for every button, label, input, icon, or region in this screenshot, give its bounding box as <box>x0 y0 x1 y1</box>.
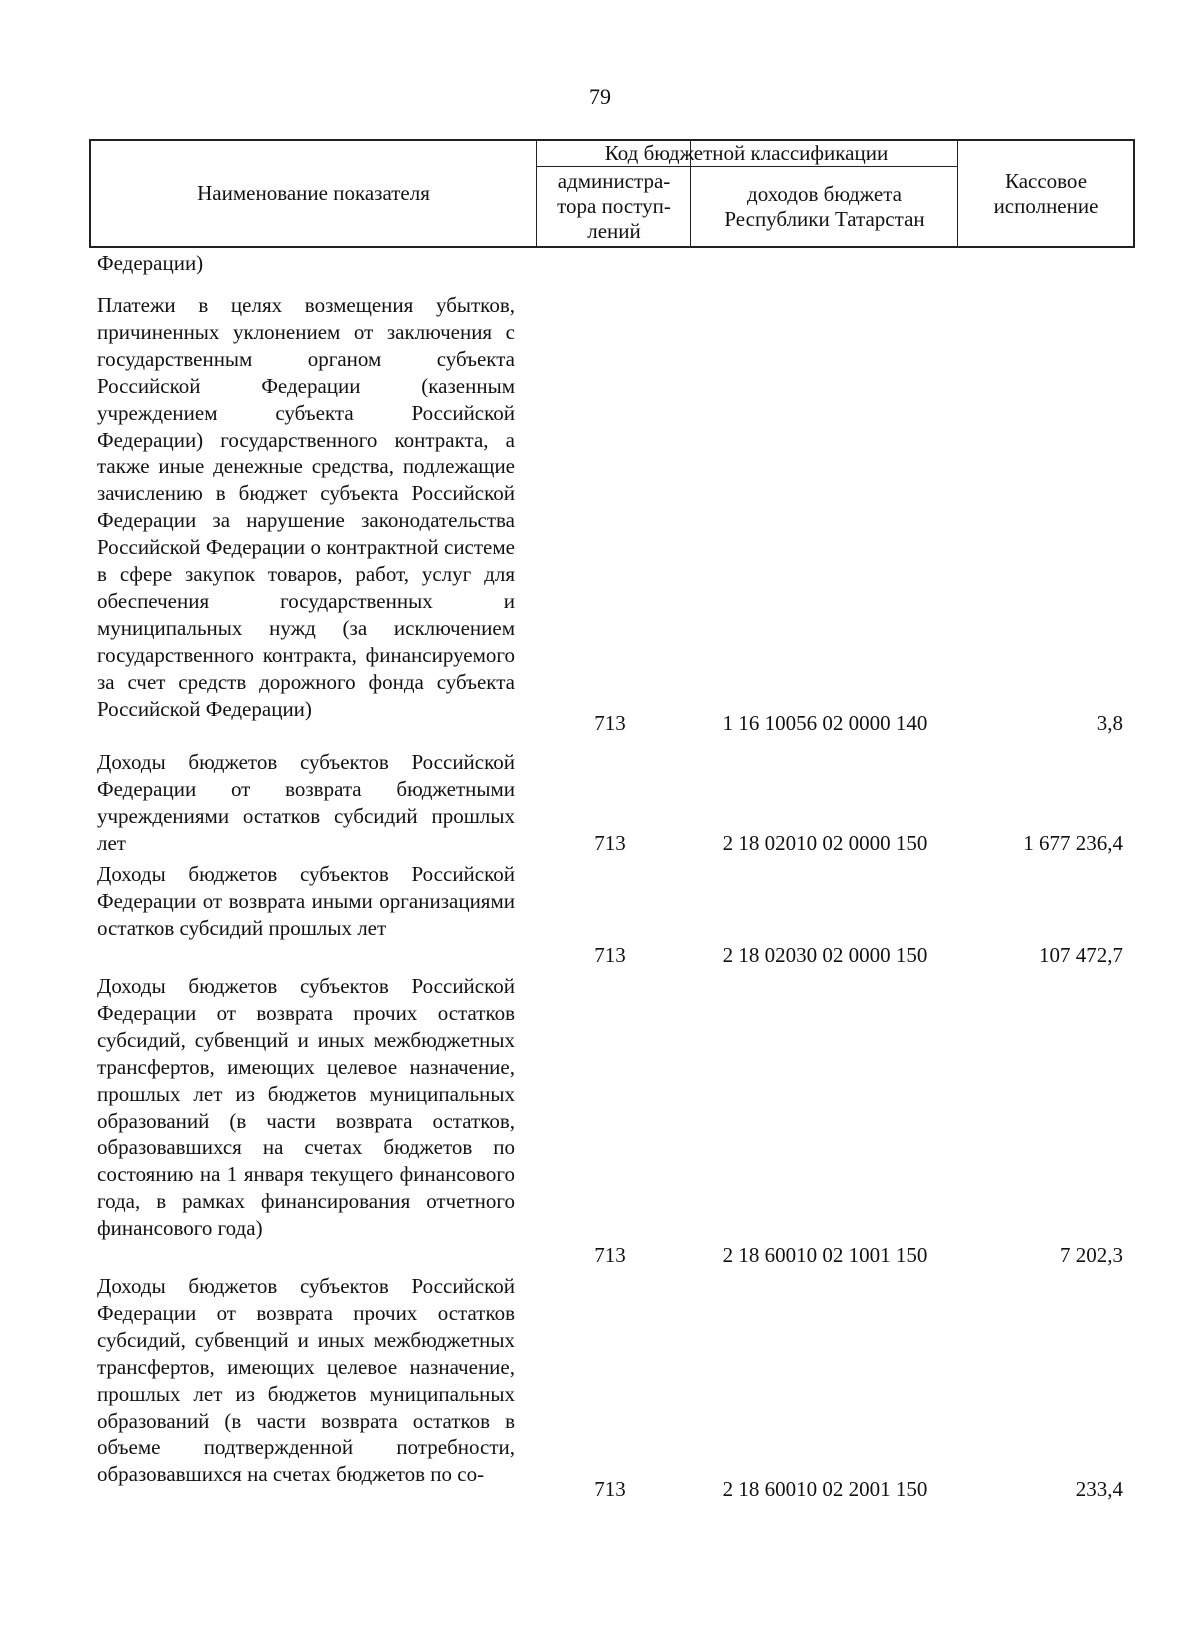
row-admin: 713 <box>594 711 626 736</box>
header-admin: администра- тора поступ- лений <box>557 169 671 243</box>
row-code: 2 18 60010 02 1001 150 <box>722 1243 928 1268</box>
header-income: доходов бюджета Республики Татарстан <box>724 181 925 231</box>
table-header <box>89 139 1135 248</box>
continuation-text: Федерации) <box>97 251 204 275</box>
table-row <box>0 973 1200 1269</box>
header-cash: Кассовое исполнение <box>993 168 1099 218</box>
table-row <box>0 1273 1200 1515</box>
row-name: Доходы бюджетов субъектов Российской Федерации от возврата бюджетными учреждениями остатков субсидий прошлых лет <box>97 750 515 855</box>
table-row <box>0 292 1200 737</box>
row-amount: 3,8 <box>1096 711 1123 736</box>
row-amount: 107 472,7 <box>1039 943 1123 968</box>
header-name: Наименование показателя <box>197 181 430 205</box>
row-admin: 713 <box>594 831 626 856</box>
row-code: 2 18 02010 02 0000 150 <box>722 831 928 856</box>
header-code-group: Код бюджетной классификации <box>604 141 889 165</box>
row-name: Доходы бюджетов субъектов Российской Федерации от возврата иными организациями остатков субсидий прошлых лет <box>97 862 515 940</box>
row-code: 1 16 10056 02 0000 140 <box>722 711 928 736</box>
row-admin: 713 <box>594 1477 626 1502</box>
row-code: 2 18 60010 02 2001 150 <box>722 1477 928 1502</box>
row-name: Платежи в целях возмещения убытков, причиненных уклонением от заключения с государственным органом субъекта Российской Федерации (казенным учреждением субъекта Российской Федерации) государственного контракта, а также иные денежные средства, подлежащие зачислению в бюджет субъекта Российской Федерации за нарушение законодательства Российской Федерации о контрактной системе в сфере закупок товаров, работ, услуг для обеспечения государственных и муниципальных нужд (за исключением государственного контракта, финансируемого за счет средств дорожного фонда субъекта Российской Федерации) <box>97 293 515 721</box>
table-row <box>0 861 1200 969</box>
row-code: 2 18 02030 02 0000 150 <box>722 943 928 968</box>
row-name: Доходы бюджетов субъектов Российской Федерации от возврата прочих остатков субсидий, субвенций и иных межбюджетных трансфертов, имеющих целевое назначение, прошлых лет из бюджетов муниципальных образований (в части возврата остатков в объеме подтвержденной потребности, образовавшихся на счетах бюджетов по со- <box>97 1274 515 1487</box>
table-row <box>0 749 1200 857</box>
row-amount: 1 677 236,4 <box>1023 831 1123 856</box>
row-amount: 233,4 <box>1075 1477 1123 1502</box>
row-admin: 713 <box>594 1243 626 1268</box>
row-name: Доходы бюджетов субъектов Российской Федерации от возврата прочих остатков субсидий, субвенций и иных межбюджетных трансфертов, имеющих целевое назначение, прошлых лет из бюджетов муниципальных образований (в части возврата остатков, образовавшихся на счетах бюджетов по состоянию на 1 января текущего финансового года, в рамках финансирования отчетного финансового года) <box>97 974 515 1241</box>
row-admin: 713 <box>594 943 626 968</box>
page-number: 79 <box>589 84 611 109</box>
row-amount: 7 202,3 <box>1060 1243 1123 1268</box>
